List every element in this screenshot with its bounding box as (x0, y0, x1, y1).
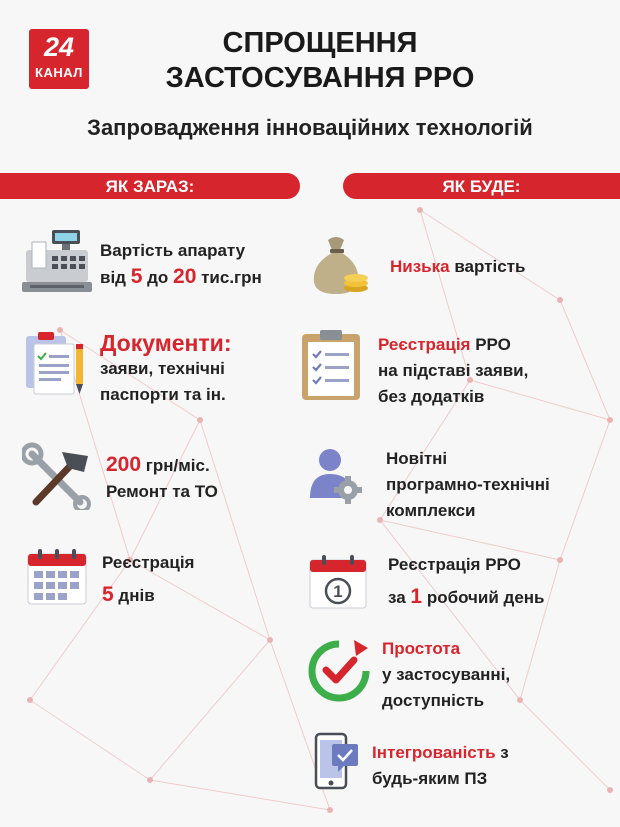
item-future-3 (386, 446, 550, 524)
item-future-5-line2: у застосуванні, (382, 665, 511, 684)
calendar-one-icon (308, 554, 368, 610)
item-future-5-line3: доступність (382, 691, 485, 710)
channel-24-logo (29, 29, 89, 89)
logo-label: КАНАЛ (35, 65, 83, 80)
item-future-4-line2: за 1 робочий день (388, 585, 545, 608)
item-future-5 (382, 636, 510, 714)
item-now-2-line3: паспорти та ін. (100, 385, 226, 404)
item-now-4 (102, 550, 194, 609)
heading-future: ЯК БУДЕ: (343, 173, 620, 199)
item-future-3-line2: програмно-технічні (386, 475, 550, 494)
item-now-1-line2: від 5 до 20 тис.грн (100, 265, 262, 288)
item-now-1 (100, 238, 262, 291)
item-future-6-line1: Інтегрованість з (372, 743, 509, 762)
item-future-2 (378, 332, 528, 410)
page-title-line1: СПРОЩЕННЯ (222, 27, 418, 59)
item-future-6-line2: будь-яким ПЗ (372, 769, 488, 788)
clipboard-checklist-icon (300, 328, 362, 402)
item-future-3-line3: комплекси (386, 501, 476, 520)
item-future-4-line1: Реєстрація РРО (388, 555, 521, 574)
calendar-number: 1 (333, 582, 343, 601)
item-now-2-line1: Документи: (100, 330, 232, 356)
item-now-2 (100, 330, 231, 408)
item-now-4-line1: Реєстрація (102, 553, 195, 572)
page-subtitle: Запровадження інноваційних технологій (87, 115, 533, 140)
item-future-3-line1: Новітні (386, 449, 448, 468)
item-now-4-line2: 5 днів (102, 583, 155, 606)
check-cycle-icon (306, 638, 372, 704)
item-now-3 (106, 452, 218, 505)
item-future-2-line1: Реєстрація РРО (378, 335, 511, 354)
calendar-icon (26, 548, 88, 606)
tools-icon (22, 442, 94, 510)
item-now-1-line1: Вартість апарату (100, 241, 246, 260)
item-now-3-line1: 200 грн/міс. (106, 453, 210, 476)
documents-icon (24, 330, 88, 398)
item-now-2-line2: заяви, технічні (100, 359, 225, 378)
cash-register-icon (22, 228, 92, 294)
item-future-6 (372, 740, 509, 792)
user-gear-icon (308, 446, 364, 506)
item-future-4 (388, 552, 545, 611)
item-now-3-line2: Ремонт та ТО (106, 482, 218, 501)
item-future-5-line1: Простота (382, 639, 461, 658)
logo-number: 24 (43, 32, 75, 62)
money-bag-icon (306, 232, 372, 298)
heading-now: ЯК ЗАРАЗ: (0, 173, 300, 199)
item-future-2-line3: без додатків (378, 387, 485, 406)
phone-integration-icon (314, 732, 360, 792)
item-future-2-line2: на підставі заяви, (378, 361, 529, 380)
page-title-line2: ЗАСТОСУВАННЯ РРО (165, 62, 475, 94)
item-future-1: Низька вартість (390, 257, 526, 276)
